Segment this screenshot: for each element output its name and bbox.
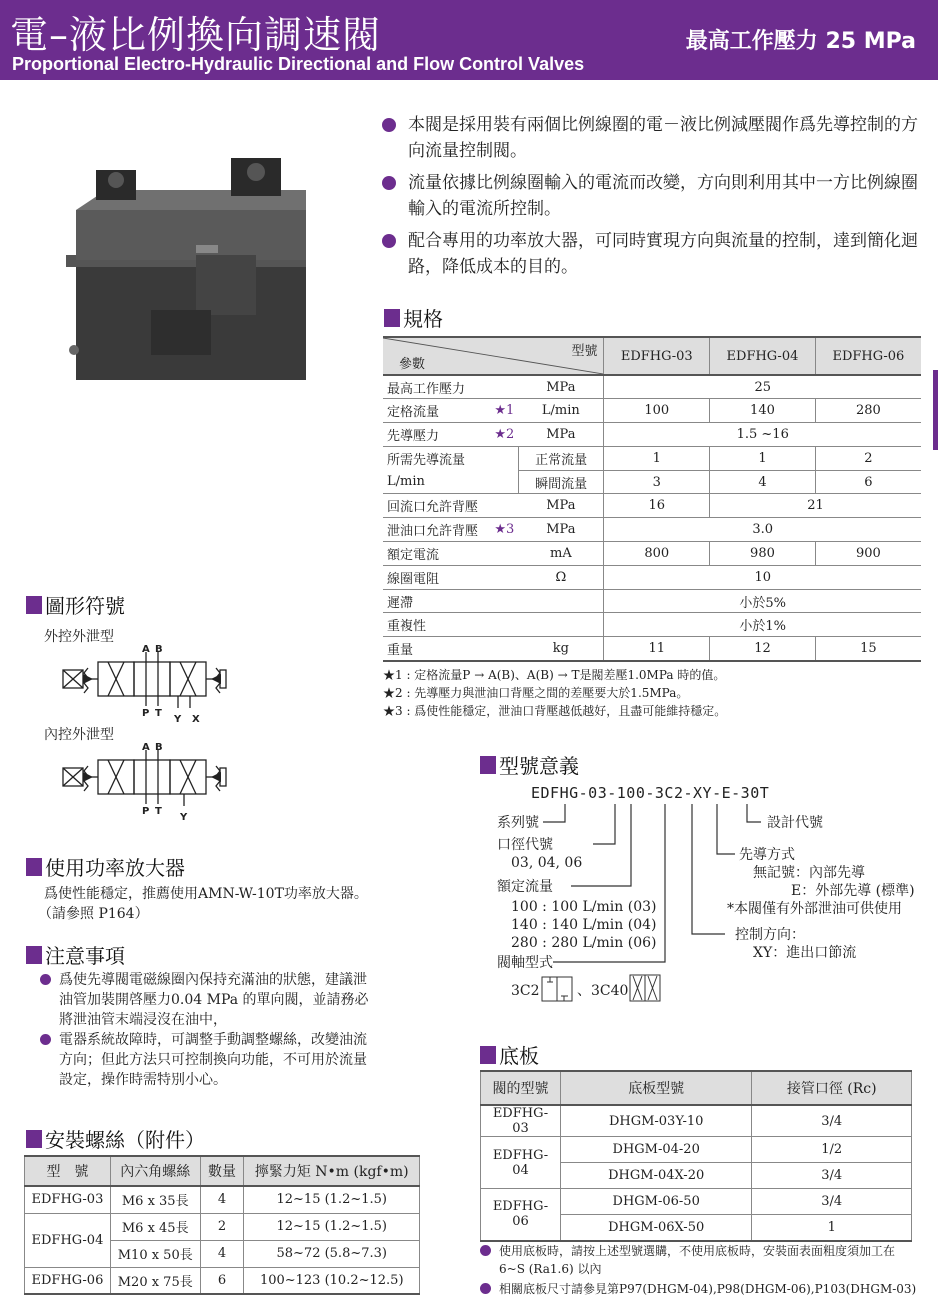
amp-reference: （請參照 P164） (38, 906, 149, 922)
table-row: L/min 瞬間流量 3 4 6 (383, 470, 921, 494)
page-subtitle: Proportional Electro-Hydraulic Directional and Flow Control Valves (12, 54, 585, 74)
table-row: 定格流量 ★1 L/min 100 140 280 (383, 399, 921, 423)
table-row: 回流口允許背壓 MPa 16 21 (383, 494, 921, 518)
svg-text:T: T (155, 806, 162, 817)
table-row: EDFHG-03 M6 x 35長 4 12~15 (1.2~1.5) (25, 1186, 420, 1213)
base-heading: 底板 (480, 1040, 539, 1069)
bullet-icon (40, 974, 51, 985)
edge-tab (933, 370, 938, 450)
table-row: 型號 參數 EDFHG-03 EDFHG-04 EDFHG-06 (383, 337, 921, 375)
table-row: 重量 kg 11 12 15 (383, 637, 921, 661)
port-y-label: Y (174, 714, 182, 725)
table-row: 先導壓力 ★2 MPa 1.5 ~16 (383, 423, 921, 447)
table-row: 閥的型號 底板型號 接管口徑 (Rc) (481, 1071, 912, 1105)
spool-3c40-icon (629, 974, 661, 1002)
caution-list (40, 970, 380, 1090)
model-code-string: EDFHG-03-100-3C2-XY-E-30T (531, 784, 770, 802)
bullet-icon (382, 234, 396, 248)
list-item: 配合專用的功率放大器，可同時實現方向與流量的控制，達到簡化迴路，降低成本的目的。 (380, 228, 928, 280)
port-x-label: X (192, 714, 200, 725)
list-item: 相關底板尺寸請參見第P97(DHGM-04),P98(DHGM-06),P103(DHGM-03) (480, 1280, 920, 1298)
amp-text: 爲使性能穩定，推薦使用AMN-W-10T功率放大器。 (44, 886, 368, 902)
page-title: 電–液比例換向調速閥 (10, 13, 382, 57)
page-header (0, 0, 938, 80)
bullet-icon (382, 118, 396, 132)
amp-heading: 使用功率放大器 (26, 852, 185, 881)
table-row: 遲滯 小於5% (383, 589, 921, 613)
valve-product-image (56, 150, 316, 390)
section-marker-icon (26, 946, 42, 964)
bullet-icon (480, 1245, 491, 1256)
table-row: 所需先導流量 正常流量 1 1 2 (383, 446, 921, 470)
spec-notes: ★1 : 定格流量P → A(B)、A(B) → T是閥差壓1.0MPa 時的值。 ★2 : 先導壓力與泄油口背壓之間的差壓要大於1.5MPa。 ★3 : 爲使性能穩定，泄油口背壓越低越好，且盡可能維持穩定。 (383, 668, 727, 718)
table-row: EDFHG-06 DHGM-06-50 3/4 (481, 1189, 912, 1215)
section-marker-icon (384, 309, 400, 327)
list-item: 使用底板時，請按上述型號選購，不使用底板時，安裝面表面粗度須加工在6~S (Ra1.6) 以內 (480, 1242, 920, 1278)
max-pressure-label: 最高工作壓力 25 MPa (685, 29, 916, 54)
spec-heading: 規格 (384, 303, 443, 332)
section-marker-icon (26, 1130, 42, 1148)
section-marker-icon (480, 1046, 496, 1064)
intro-list (380, 112, 928, 286)
bolts-table (24, 1155, 420, 1295)
table-row: M10 x 50長 4 58~72 (5.8~7.3) (25, 1240, 420, 1267)
table-row: EDFHG-06 M20 x 75長 6 100~123 (10.2~12.5) (25, 1267, 420, 1294)
section-marker-icon (480, 756, 496, 774)
table-row: 額定電流 mA 800 980 900 (383, 542, 921, 566)
table-row: 重複性 小於1% (383, 613, 921, 637)
port-p-label: P (142, 708, 150, 719)
svg-text:P: P (142, 806, 150, 817)
table-row: 最高工作壓力 MPa 25 (383, 375, 921, 399)
hydraulic-symbol-internal (58, 742, 228, 828)
list-item: 本閥是採用裝有兩個比例線圈的電－液比例減壓閥作爲先導控制的方向流量控制閥。 (380, 112, 928, 164)
list-item: 電器系統故障時，可調整手動調整螺絲，改變油流方向；但此方法只可控制換向功能，不可用於流量設定，操作時需特別小心。 (40, 1030, 380, 1090)
table-row: DHGM-04X-20 3/4 (481, 1163, 912, 1189)
svg-text:Y: Y (180, 812, 188, 823)
table-row: 型 號 內六角螺絲 數量 擰緊力矩 N•m (kgf•m) (25, 1156, 420, 1186)
subplate-table (480, 1070, 912, 1242)
port-t-label: T (155, 708, 162, 719)
section-marker-icon (26, 596, 42, 614)
symbols-heading: 圖形符號 (26, 590, 125, 619)
port-a-label: A (142, 644, 150, 655)
table-row: DHGM-06X-50 1 (481, 1215, 912, 1241)
svg-text:A: A (142, 742, 150, 753)
svg-text:B: B (155, 742, 163, 753)
bullet-icon (382, 176, 396, 190)
hydraulic-symbol-external (58, 644, 228, 730)
model-code-heading: 型號意義 (480, 750, 579, 779)
spec-table (383, 336, 921, 662)
list-item: 流量依據比例線圈輸入的電流而改變，方向則利用其中一方比例線圈輸入的電流所控制。 (380, 170, 928, 222)
table-row: EDFHG-03 DHGM-03Y-10 3/4 (481, 1105, 912, 1137)
port-b-label: B (155, 644, 163, 655)
symbol-int-label: 內控外泄型 (44, 727, 114, 743)
list-item: 爲使先導閥電磁線圈內保持充滿油的狀態，建議泄油管加裝開啓壓力0.04 MPa 的單向閥，並請務必將泄油管末端浸沒在油中， (40, 970, 380, 1030)
table-row: 線圈電阻 Ω 10 (383, 565, 921, 589)
bullet-icon (480, 1283, 491, 1294)
model-code-diagram: EDFHG-03-100-3C2-XY-E-30T 系列號 口徑代號 03, 04, 06 額定流量 100 : 100 L/min (03) 140 : 140 L/min (04) 280 : 280 L/min (06) 閥軸型式 3C2 、3C40 設計代號 先導方式 無記號：內部先導 E：外部先導 (標準) *本閥僅有外部泄油可供使用 控制方向： XY：進出口節流 (495, 782, 925, 1012)
subplate-notes (480, 1242, 920, 1300)
caution-heading: 注意事項 (26, 940, 125, 969)
table-row: EDFHG-04 M6 x 45長 2 12~15 (1.2~1.5) (25, 1213, 420, 1240)
table-row: 泄油口允許背壓 ★3 MPa 3.0 (383, 518, 921, 542)
bullet-icon (40, 1034, 51, 1045)
section-marker-icon (26, 858, 42, 876)
spool-3c2-icon (541, 976, 573, 1002)
symbol-ext-label: 外控外泄型 (44, 629, 114, 645)
table-row: EDFHG-04 DHGM-04-20 1/2 (481, 1137, 912, 1163)
bolts-heading: 安裝螺絲（附件） (26, 1124, 205, 1153)
